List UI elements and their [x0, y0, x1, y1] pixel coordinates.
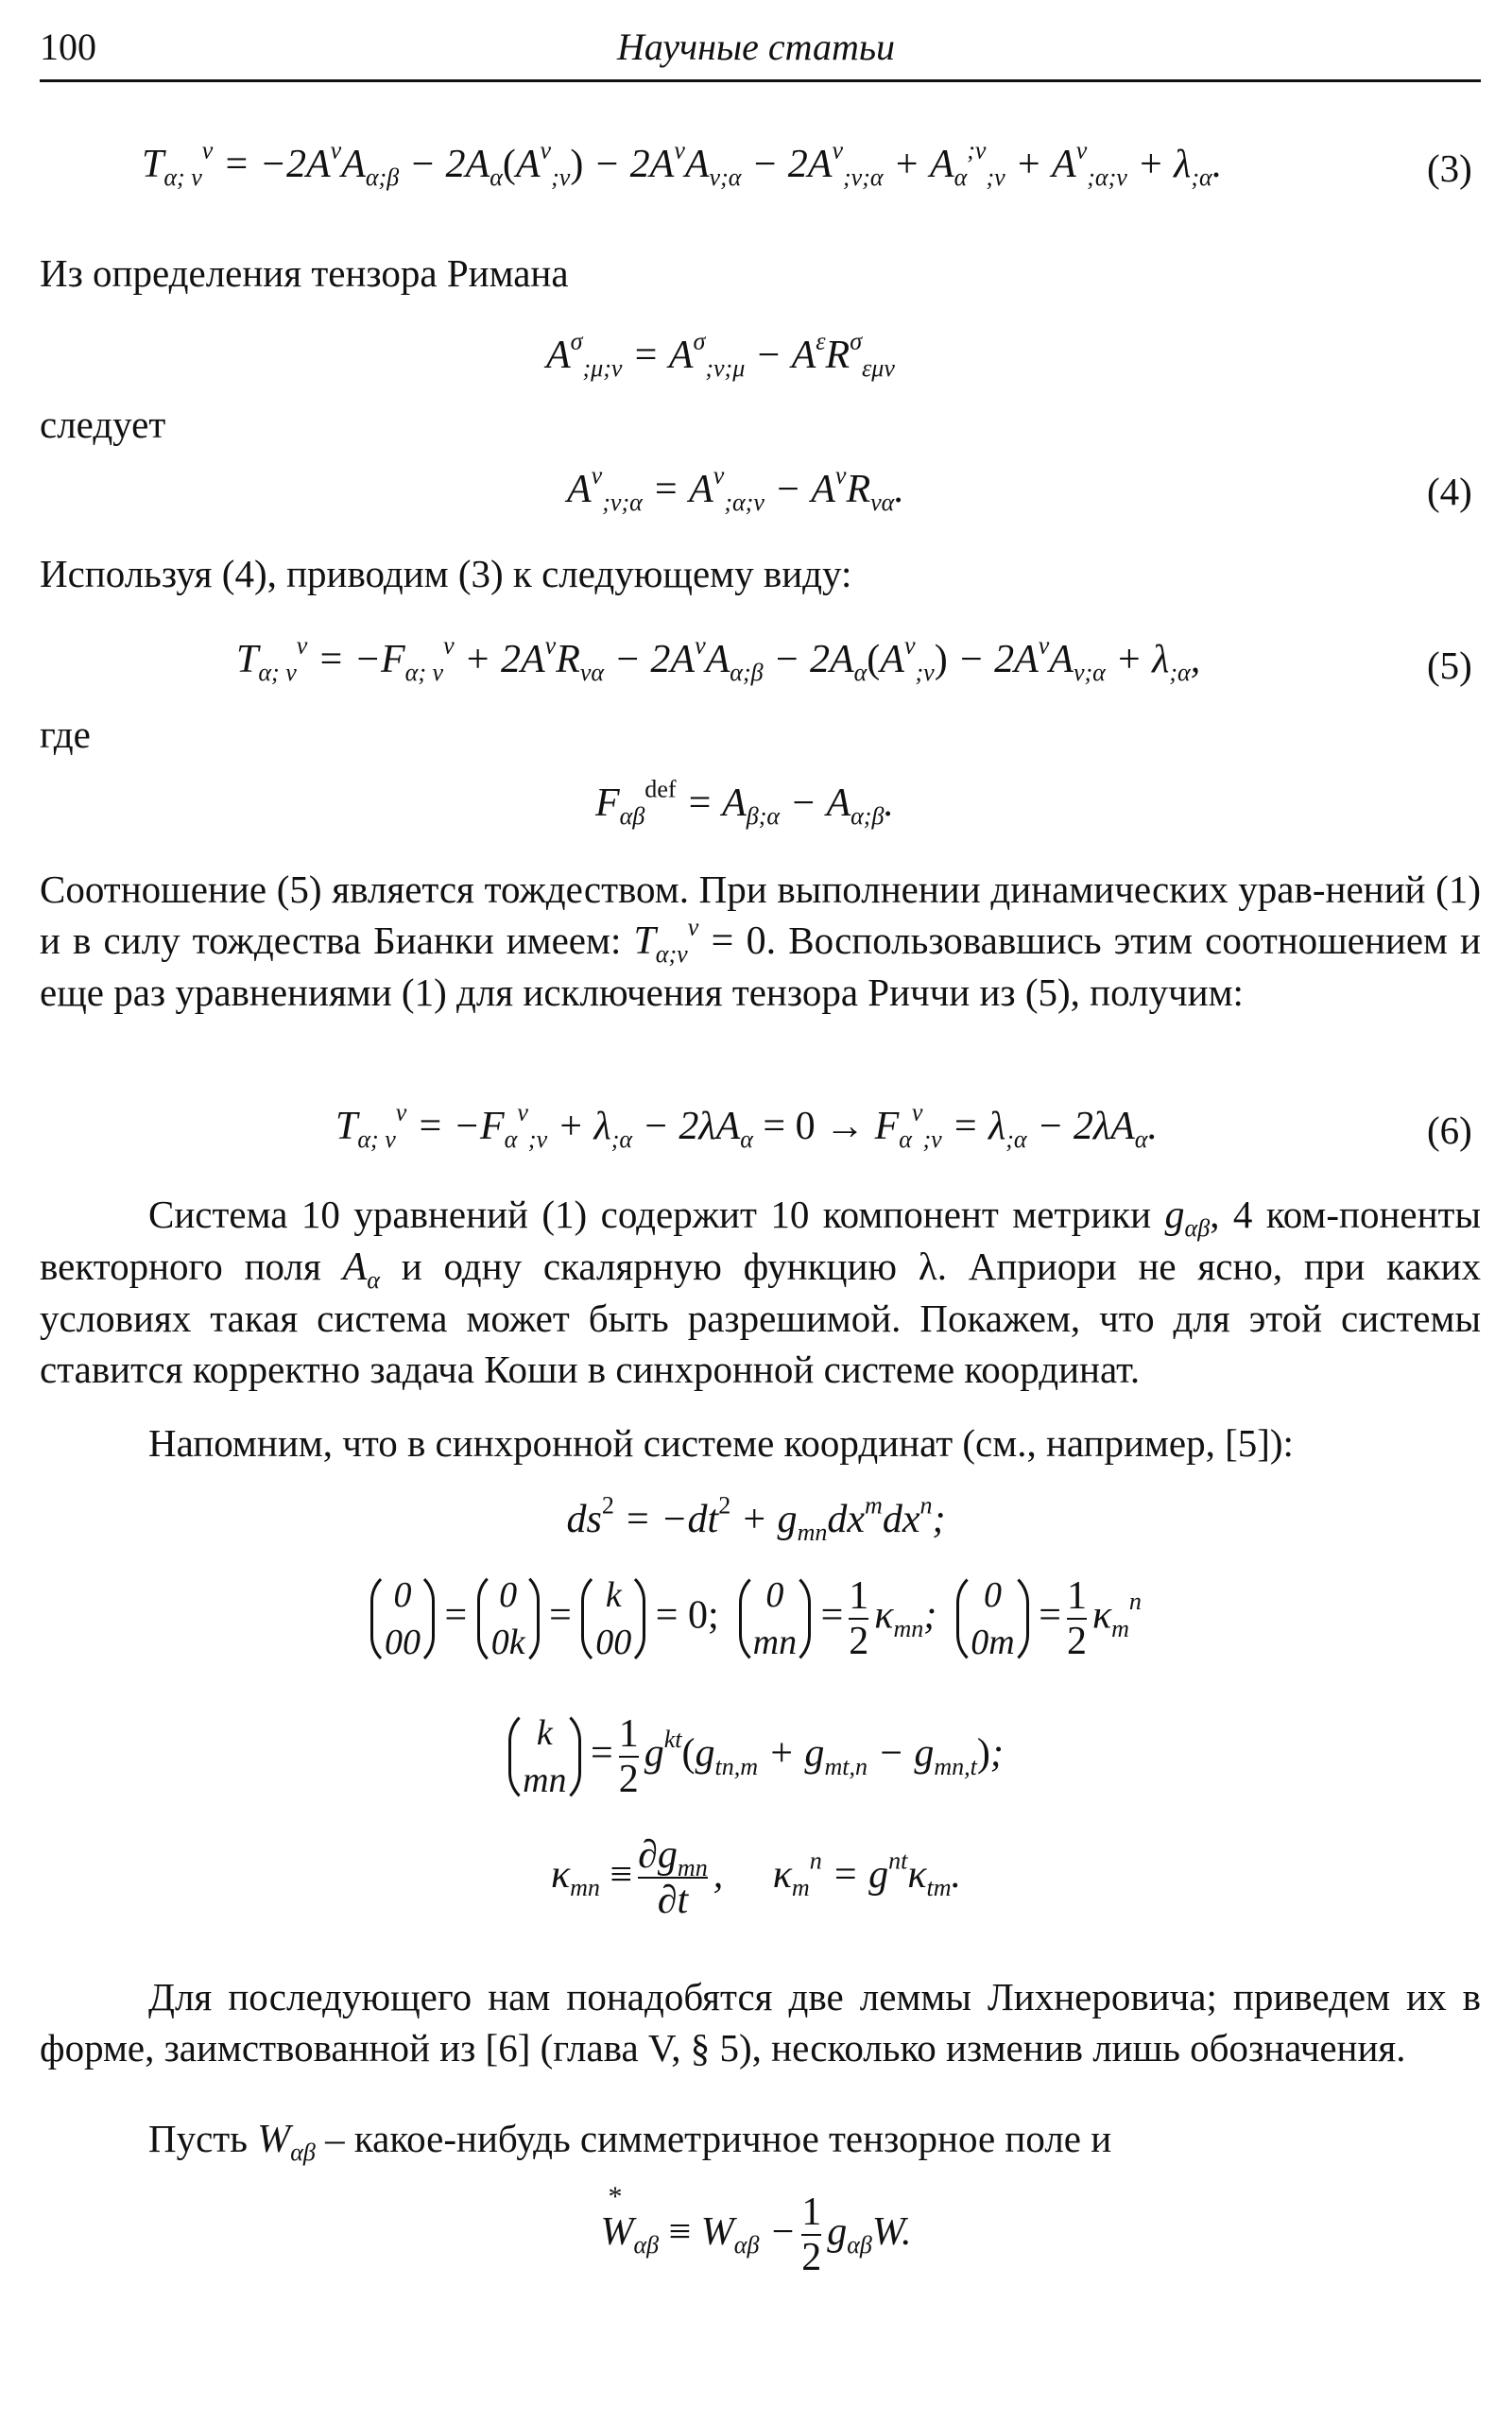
equation-6-number: (6): [1427, 1108, 1472, 1152]
synchronous-metric-equation: $ds^2 = -dt^2 + g_{mn}dx^mdx^n$;: [566, 1491, 946, 1547]
field-strength-definition: $F_{\alpha\beta}^{def} = A_{\beta;\alpha} - A_{\alpha;\beta}$.: [595, 775, 894, 831]
riemann-intro-text: Из определения тензора Римана: [40, 251, 569, 295]
header-rule: [40, 79, 1481, 82]
let-text-2: – какое-нибудь симметричное тензорное поле и: [325, 2117, 1112, 2160]
equation-6: $T_{\alpha; \nu}^\nu = -F_\alpha^\nu_{;\nu} + \lambda_{;\alpha} - 2\lambda A_\alpha = 0 \to F_\alpha^\nu_{;\nu} = \lambda_{;\alpha} - 2\lambda A_\alpha$.: [335, 1098, 1158, 1154]
kappa-definition: $\kappa_{mn}$ ≡ $\frac{\partial g_{mn}}{\partial t}$ , $\kappa_m^n = g^{nt}\kappa_{tm}$.: [550, 1833, 962, 1923]
identity-paragraph: [40, 864, 1481, 1018]
equation-5: $T_{\alpha; \nu}^\nu = -F_{\alpha; \nu}^\nu + 2A^\nu R_{\nu\alpha} - 2A^\nu A_{\alpha;\beta} - 2A_\alpha(A^\nu_{;\nu}) - 2A^\nu A_{\nu;\alpha} + \lambda_{;\alpha}$,: [236, 631, 1201, 687]
tensor-field-symbol: $W_{\alpha\beta}$: [257, 2118, 316, 2167]
reminder-paragraph: [40, 1417, 1481, 1469]
equation-3: $T_{\alpha; \nu}^\nu = -2A^\nu A_{\alpha;\beta} - 2A_\alpha(A^\nu_{;\nu}) - 2A^\nu A_{\nu;\alpha} - 2A^\nu_{;\nu;\alpha} + A_\alpha^{;\nu}_{;\nu} + A^\nu_{;\alpha;\nu} + \lambda_{;\alpha}$.: [142, 136, 1223, 192]
equation-3-number: (3): [1427, 146, 1472, 190]
vector-field-symbol: $A_\alpha$: [342, 1245, 380, 1295]
lichnerowicz-paragraph: [40, 1971, 1481, 2073]
christoffel-symbols-line-2: k mn = $\frac{1}{2}$ $g^{kt}(g_{tn,m} + g_{mt,n} - g_{mn,t})$;: [0, 1707, 1512, 1807]
using4-text: Используя (4), приводим (3) к следующему виду:: [40, 552, 852, 595]
follows-text: следует: [40, 403, 166, 446]
bianchi-condition: $T_{\alpha;\nu}^\nu = 0$.: [633, 913, 777, 969]
identity-text-1: Соотношение (5) является тождеством. При выполнении динамических урав-нений (1) и в силу тождества Бианки имеем:: [40, 867, 1481, 962]
riemann-definition-equation: $A^\sigma_{;\mu;\nu} = A^\sigma_{;\nu;\mu} - A^\varepsilon R^\sigma_{\varepsilon\mu\nu}$: [546, 327, 895, 383]
christoffel-symbols-line-1: 0 00 = 0 0k = k 00 = 0; 0 mn = $\frac{1}{2}$ $\kappa_{mn}$; 0 0m = $\frac{1}{2}$ $\kappa_m^n$: [0, 1569, 1512, 1669]
where-text: где: [40, 713, 91, 756]
equation-4: $A^\nu_{;\nu;\alpha} = A^\nu_{;\alpha;\nu} - A^\nu R_{\nu\alpha}$.: [567, 461, 904, 517]
equation-4-number: (4): [1427, 470, 1472, 513]
let-text-1: Пусть: [148, 2117, 248, 2160]
let-paragraph: [40, 2113, 1481, 2165]
system-text-3: и одну скалярную функцию λ. Априори не ясно, при каких условиях такая система может быть разрешимой. Покажем, что для этой системы ставится корректно задача Коши в синхронной системе координат.: [40, 1245, 1482, 1391]
lichnerowicz-text: Для последующего нам понадобятся две леммы Лихнеровича; приведем их в форме, заимствованной из [6] (глава V, § 5), несколько изменив лишь обозначения.: [40, 1975, 1481, 2070]
page-number: 100: [40, 26, 96, 68]
identity-text-2: Воспользовавшись этим соотношением и еще раз уравнениями (1) для исключения тензора Риччи из (5), получим:: [40, 919, 1482, 1014]
running-title: Научные статьи: [616, 26, 896, 68]
system-text-2: , 4 ком-поненты векторного поля: [40, 1193, 1481, 1288]
trace-reversed-tensor-equation: W * $_{\alpha\beta} \equiv W_{\alpha\beta}$ − $\frac{1}{2}$ $g_{\alpha\beta}W$.: [600, 2180, 912, 2280]
metric-symbol: $g_{\alpha\beta}$: [1164, 1194, 1211, 1243]
system-paragraph: [40, 1189, 1481, 1395]
equation-5-number: (5): [1427, 644, 1472, 687]
reminder-text: Напомним, что в синхронной системе координат (см., например, [5]):: [148, 1421, 1294, 1465]
system-text-1: Система 10 уравнений (1) содержит 10 компонент метрики: [148, 1193, 1152, 1236]
